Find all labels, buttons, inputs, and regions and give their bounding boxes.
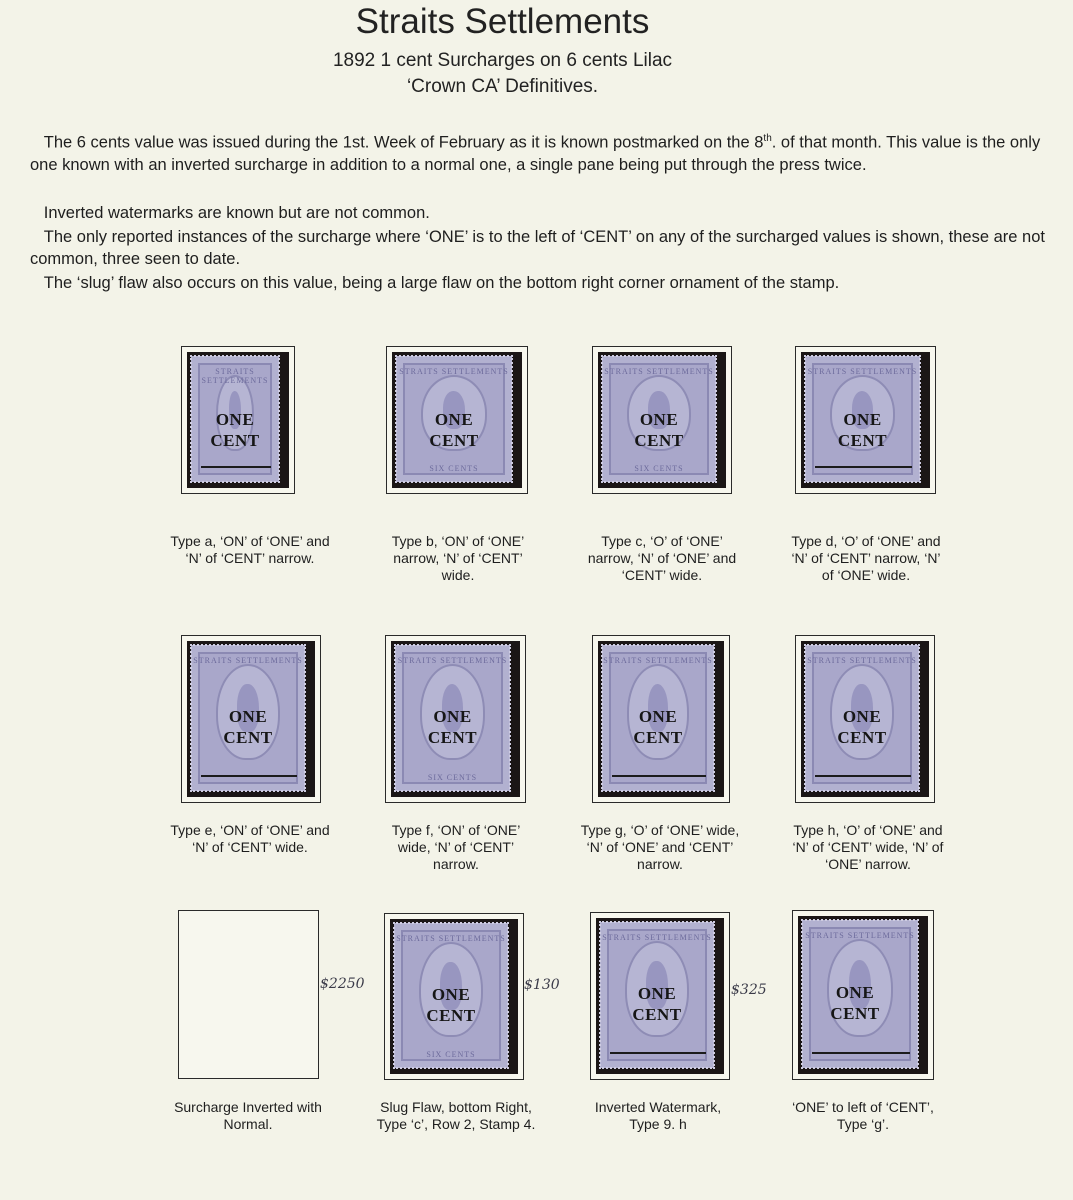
stamp-mount [187, 352, 289, 488]
stamp-frame-type-c [592, 346, 732, 494]
stamp-inscription-top: STRAITS SETTLEMENTS [807, 367, 918, 376]
intro-text-b: . of that month. This value is the only one known with an inverted surcharge in addition to a normal one, a single pane being put through the press twice. [30, 133, 1041, 174]
caption-type-c: Type c, ‘O’ of ‘ONE’ narrow, ‘N’ of ‘ONE’ and ‘CENT’ wide. [587, 533, 737, 583]
pencil-price-note: $325 [731, 982, 767, 998]
stamp-inscription-bottom: SIX CENTS [634, 464, 684, 473]
stamp-mount [801, 352, 930, 488]
stamp-frame-slug-flaw [384, 913, 524, 1080]
stamp-mount [798, 916, 928, 1074]
caption-type-g: Type g, ‘O’ of ‘ONE’ wide, ‘N’ of ‘ONE’ and ‘CENT’ narrow. [580, 822, 740, 872]
caption-type-e: Type e, ‘ON’ of ‘ONE’ and ‘N’ of ‘CENT’ wide. [170, 822, 330, 855]
intro-text-a: The 6 cents value was issued during the 1st. Week of February as it is known postmarked on the 8 [43, 133, 764, 152]
stamp-mount [391, 641, 520, 797]
stamp-mount [187, 641, 315, 797]
stamp-inscription-bottom: SIX CENTS [426, 1050, 476, 1059]
caption-type-b: Type b, ‘ON’ of ‘ONE’ narrow, ‘N’ of ‘CENT’ wide. [391, 533, 525, 583]
stamp-type-c [602, 356, 716, 482]
caption-inverted-watermark: Inverted Watermark, Type 9. h [594, 1099, 722, 1132]
surcharge-overprint: ONE CENT [837, 707, 887, 748]
page-title: Straits Settlements [355, 2, 650, 41]
caption-type-d: Type d, ‘O’ of ‘ONE’ and ‘N’ of ‘CENT’ narrow, ‘N’ of ‘ONE’ wide. [791, 533, 941, 583]
empty-space-inverted-surcharge [178, 910, 319, 1079]
cancel-bar [812, 1052, 910, 1054]
stamp-one-left [802, 920, 918, 1068]
stamp-inscription-top: STRAITS SETTLEMENTS [193, 656, 303, 665]
intro-superscript: th [763, 133, 772, 144]
stamp-frame-type-a [181, 346, 295, 494]
stamp-frame-type-e [181, 635, 321, 803]
cancel-bar [610, 1052, 706, 1054]
stamp-frame-type-b [386, 346, 528, 494]
stamp-type-h [805, 645, 919, 791]
stamp-type-a [191, 356, 279, 482]
page-subtitle-series: ‘Crown CA’ Definitives. [406, 76, 599, 97]
stamp-frame-one-left [792, 910, 934, 1080]
stamp-mount [596, 918, 724, 1074]
stamp-inscription-top: STRAITS SETTLEMENTS [397, 656, 508, 665]
surcharge-overprint: ONE CENT [837, 409, 888, 450]
caption-inverted-surcharge: Surcharge Inverted with Normal. [174, 1099, 322, 1132]
stamp-slug-flaw [394, 923, 508, 1068]
stamp-inscription-bottom: SIX CENTS [427, 773, 478, 782]
caption-one-left: ‘ONE’ to left of ‘CENT’, Type ‘g’. [792, 1099, 934, 1132]
surcharge-overprint: ONE CENT [830, 983, 880, 1024]
stamp-inverted-watermark [600, 922, 714, 1068]
pencil-price-note: $130 [524, 977, 560, 993]
pencil-price-note: $2250 [320, 976, 365, 992]
surcharge-overprint: ONE CENT [634, 409, 684, 450]
surcharge-overprint: ONE CENT [223, 707, 273, 748]
cancel-bar [201, 466, 271, 468]
page-subtitle-issue: 1892 1 cent Surcharges on 6 cents Lilac [332, 50, 673, 71]
cancel-bar [815, 466, 912, 468]
stamp-type-g [602, 645, 714, 791]
cancel-bar [612, 775, 706, 777]
stamp-mount [598, 352, 726, 488]
stamp-mount [598, 641, 724, 797]
intro-paragraph-slug [30, 272, 1060, 294]
stamp-inscription-top: STRAITS SETTLEMENTS [805, 931, 915, 940]
caption-type-a: Type a, ‘ON’ of ‘ONE’ and ‘N’ of ‘CENT’ narrow. [170, 533, 330, 566]
stamp-frame-type-d [795, 346, 936, 494]
caption-slug-flaw: Slug Flaw, bottom Right, Type ‘c’, Row 2, Stamp 4. [376, 1099, 536, 1132]
surcharge-overprint: ONE CENT [633, 707, 683, 748]
intro-slug-text: The ‘slug’ flaw also occurs on this value, being a large flaw on the bottom right corner ornament of the stamp. [43, 274, 840, 292]
stamp-inscription-top: STRAITS SETTLEMENTS [201, 367, 269, 385]
stamp-mount [801, 641, 929, 797]
stamp-frame-type-h [795, 635, 935, 803]
stamp-mount [392, 352, 522, 488]
stamp-type-f [395, 645, 510, 791]
stamp-frame-type-g [592, 635, 730, 803]
stamp-frame-type-f [385, 635, 526, 803]
surcharge-overprint: ONE CENT [427, 707, 478, 748]
stamp-inscription-top: STRAITS SETTLEMENTS [396, 934, 506, 943]
stamp-type-b [396, 356, 512, 482]
stamp-inscription-top: STRAITS SETTLEMENTS [604, 367, 714, 376]
surcharge-overprint: ONE CENT [632, 984, 682, 1025]
stamp-inscription-bottom: SIX CENTS [429, 464, 479, 473]
surcharge-overprint: ONE CENT [210, 409, 260, 450]
stamp-inscription-top: STRAITS SETTLEMENTS [603, 656, 713, 665]
stamp-mount [390, 919, 518, 1074]
stamp-inscription-top: STRAITS SETTLEMENTS [807, 656, 917, 665]
caption-type-f: Type f, ‘ON’ of ‘ONE’ wide, ‘N’ of ‘CENT’ narrow. [391, 822, 521, 872]
intro-paragraph-issue [30, 128, 1060, 176]
surcharge-overprint: ONE CENT [426, 984, 476, 1025]
intro-paragraph-one-left [30, 226, 1060, 270]
intro-paragraph-watermark [30, 202, 1060, 224]
stamp-inscription-top: STRAITS SETTLEMENTS [602, 933, 712, 942]
cancel-bar [815, 775, 911, 777]
stamp-inscription-top: STRAITS SETTLEMENTS [399, 367, 509, 376]
caption-type-h: Type h, ‘O’ of ‘ONE’ and ‘N’ of ‘CENT’ wide, ‘N’ of ‘ONE’ narrow. [792, 822, 944, 872]
stamp-type-d [805, 356, 920, 482]
intro-watermark-text: Inverted watermarks are known but are not common. [43, 204, 430, 222]
cancel-bar [201, 775, 297, 777]
surcharge-overprint: ONE CENT [429, 409, 479, 450]
intro-one-left-text: The only reported instances of the surcharge where ‘ONE’ is to the left of ‘CENT’ on any of the surcharged values is shown, these are not common, three seen to date. [30, 228, 1045, 268]
stamp-type-e [191, 645, 305, 791]
stamp-frame-inverted-watermark [590, 912, 730, 1080]
